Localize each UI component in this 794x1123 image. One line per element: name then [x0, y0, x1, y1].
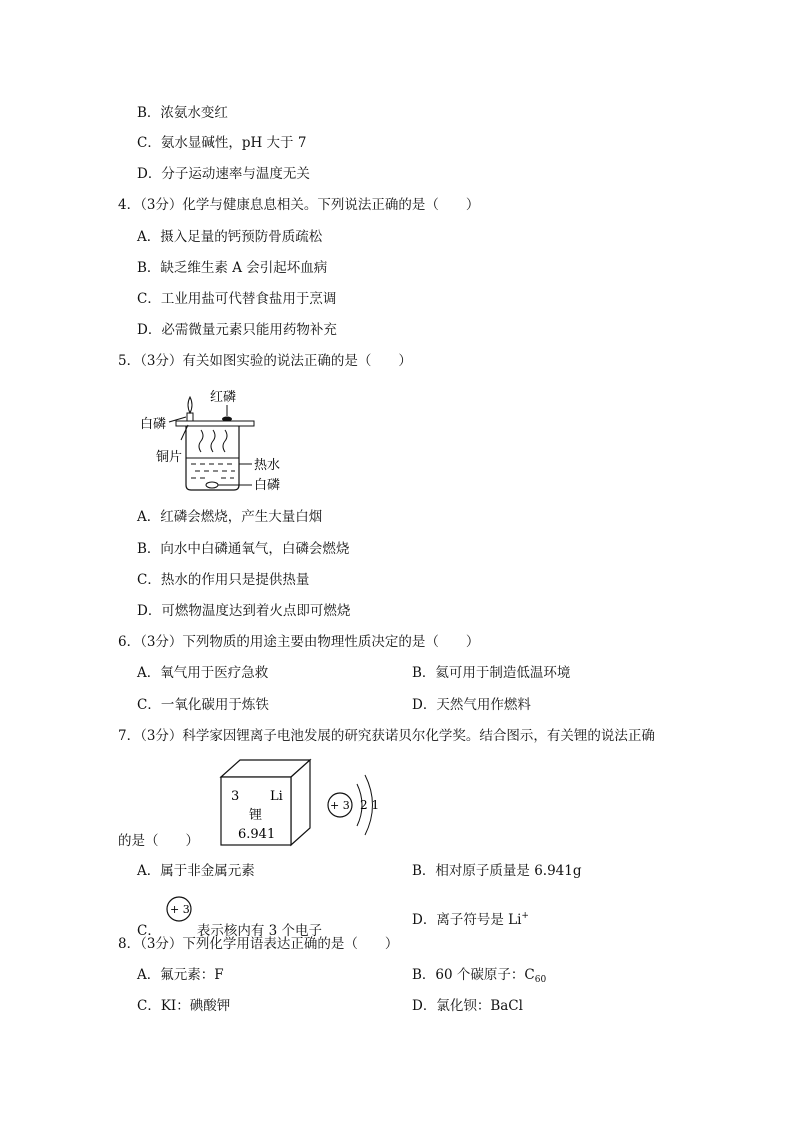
- q3-option-b: B．浓氨水变红: [137, 105, 228, 121]
- steam-lines: [199, 430, 227, 452]
- q7-option-c-prefix: C．: [137, 923, 161, 939]
- flame-icon: [188, 397, 192, 413]
- q4-option-a: A．摄入足量的钙预防骨质疏松: [137, 229, 323, 245]
- white-phosphorus-piece: [187, 413, 193, 421]
- label-white-phosphorus-bottom: 白磷: [254, 478, 281, 493]
- label-copper-sheet: 铜片: [156, 450, 183, 465]
- q7-option-d-text: D．离子符号是 Li: [412, 912, 522, 928]
- q8-option-b: [412, 966, 546, 989]
- q5-option-d: D．可燃物温度达到着火点即可燃烧: [137, 603, 351, 619]
- q7-option-b: B．相对原子质量是 6.941g: [412, 863, 582, 879]
- q8-stem: 8．（3分）下列化学用语表达正确的是（ ）: [118, 936, 399, 952]
- atomic-mass: 6.941: [238, 827, 276, 842]
- electron-counts: 2 1: [360, 798, 380, 812]
- combustion-experiment-figure: [136, 385, 296, 500]
- nucleus-circle-icon: [165, 903, 195, 937]
- q8-option-a: A．氟元素：F: [137, 967, 224, 983]
- q4-option-c: C．工业用盐可代替食盐用于烹调: [137, 291, 337, 307]
- q7-option-c-circle-text: + 3: [169, 903, 190, 916]
- q5-option-b: B．向水中白磷通氧气，白磷会燃烧: [137, 541, 350, 557]
- element-symbol: Li: [270, 789, 283, 804]
- lithium-atom-structure: [324, 768, 386, 840]
- q5-stem: 5．（3分）有关如图实验的说法正确的是（ ）: [118, 353, 412, 369]
- water-dashes: [191, 464, 235, 478]
- q7-option-a: A．属于非金属元素: [137, 863, 255, 879]
- element-name: 锂: [249, 808, 263, 823]
- q8-option-b-subscript: 60: [534, 975, 547, 985]
- q8-option-d: D．氯化钡：BaCl: [412, 998, 523, 1014]
- q7-option-c-text: 表示核内有 3 个电子: [196, 923, 323, 939]
- nucleus-charge: + 3: [330, 799, 350, 812]
- q6-option-c: C．一氧化碳用于炼铁: [137, 697, 269, 713]
- q6-stem: 6．（3分）下列物质的用途主要由物理性质决定的是（ ）: [118, 634, 480, 650]
- q7-option-d: [412, 907, 529, 929]
- label-white-phosphorus-top: 白磷: [140, 417, 167, 432]
- q6-option-d: D．天然气用作燃料: [412, 697, 531, 713]
- q7-stem-end: 的是（ ）: [118, 833, 199, 849]
- q3-option-c: C．氨水显碱性，pH 大于 7: [137, 135, 307, 151]
- q6-option-b: B．氦可用于制造低温环境: [412, 665, 571, 681]
- q5-option-c: C．热水的作用只是提供热量: [137, 572, 310, 588]
- q3-option-d: D．分子运动速率与温度无关: [137, 166, 310, 182]
- label-red-phosphorus: 红磷: [210, 390, 237, 405]
- red-phosphorus-piece: [222, 417, 232, 422]
- lithium-element-card: [218, 758, 314, 850]
- atomic-number: 3: [231, 789, 240, 804]
- q7-option-d-charge: +: [521, 911, 529, 921]
- q6-option-a: A．氧气用于医疗急救: [137, 665, 269, 681]
- q8-option-c: C．KI：碘酸钾: [137, 998, 231, 1014]
- q5-option-a: A．红磷会燃烧，产生大量白烟: [137, 509, 323, 525]
- label-hot-water: 热水: [254, 458, 281, 473]
- q7-stem: 7．（3分）科学家因锂离子电池发展的研究获诺贝尔化学奖。结合图示，有关锂的说法正确: [118, 728, 655, 744]
- q4-option-d: D．必需微量元素只能用药物补充: [137, 322, 337, 338]
- q4-stem: 4．（3分）化学与健康息息相关。下列说法正确的是（ ）: [118, 197, 480, 213]
- q8-option-b-text: B．60 个碳原子：C: [412, 967, 535, 983]
- q4-option-b: B．缺乏维生素 A 会引起坏血病: [137, 260, 328, 276]
- underwater-phosphorus: [206, 482, 218, 488]
